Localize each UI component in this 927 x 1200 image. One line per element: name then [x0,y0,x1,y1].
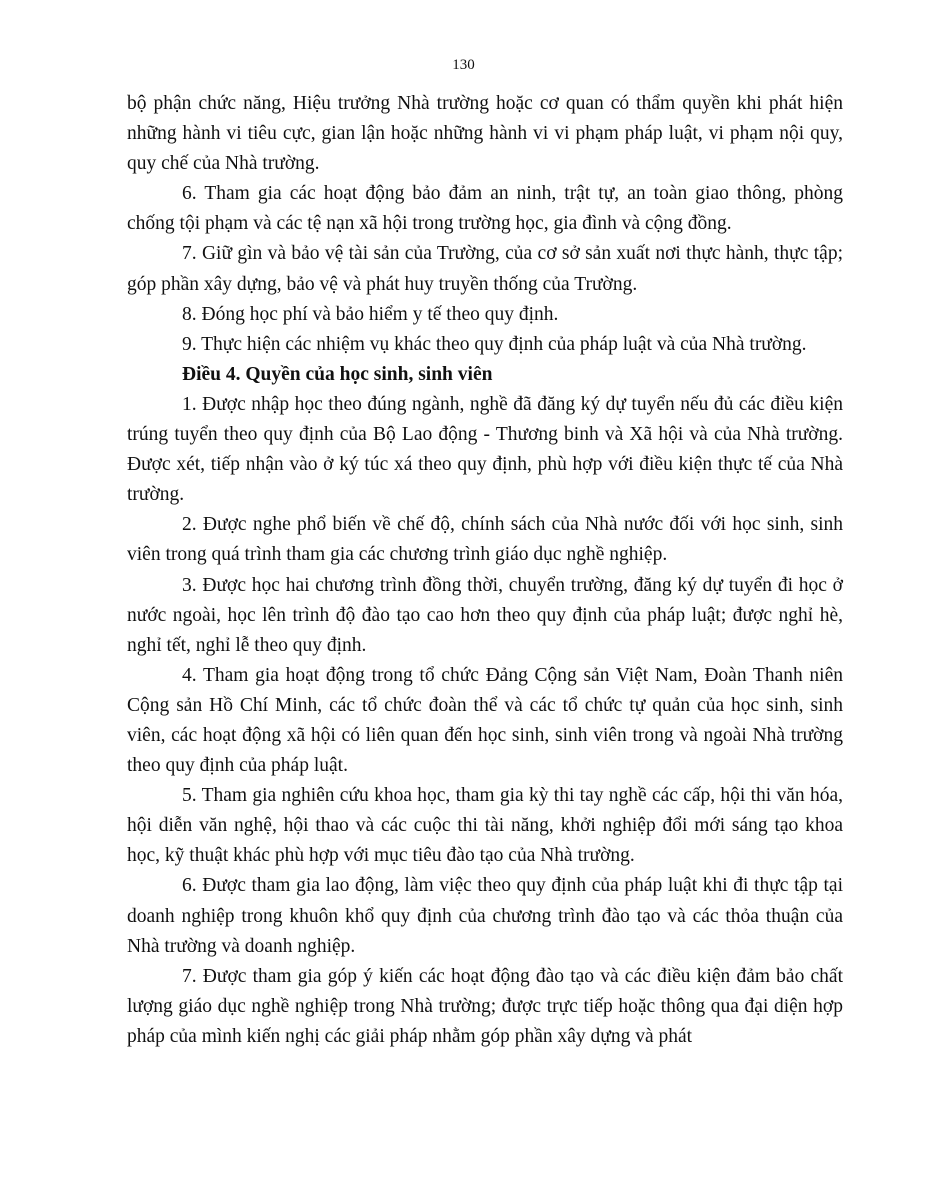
paragraph-right-7: 7. Được tham gia góp ý kiến các hoạt động đào tạo và các điều kiện đảm bảo chất lượng giáo dục nghề nghiệp trong Nhà trường; được trực tiếp hoặc thông qua đại diện hợp pháp của mình kiến nghị các giải pháp nhằm góp phần xây dựng và phát [127,965,843,1047]
paragraph-duty-6: 6. Tham gia các hoạt động bảo đảm an ninh, trật tự, an toàn giao thông, phòng chống tội phạm và các tệ nạn xã hội trong trường học, gia đình và cộng đồng. [127,183,843,235]
paragraph-continuation: bộ phận chức năng, Hiệu trưởng Nhà trường hoặc cơ quan có thẩm quyền khi phát hiện những hành vi tiêu cực, gian lận hoặc những hành vi vi phạm pháp luật, vi phạm nội quy, quy chế của Nhà trường. [127,93,843,175]
paragraph-right-4: 4. Tham gia hoạt động trong tổ chức Đảng Cộng sản Việt Nam, Đoàn Thanh niên Cộng sản Hồ Chí Minh, các tổ chức đoàn thể và các tổ chức tự quản của học sinh, sinh viên, các hoạt động xã hội có liên quan đến học sinh, sinh viên trong và ngoài Nhà trường theo quy định của pháp luật. [127,664,843,777]
paragraph-duty-7: 7. Giữ gìn và bảo vệ tài sản của Trường, của cơ sở sản xuất nơi thực hành, thực tập; góp phần xây dựng, bảo vệ và phát huy truyền thống của Trường. [127,243,843,295]
document-body [127,89,843,1052]
paragraph-right-2: 2. Được nghe phổ biến về chế độ, chính sách của Nhà nước đối với học sinh, sinh viên trong quá trình tham gia các chương trình giáo dục nghề nghiệp. [127,514,843,566]
paragraph-right-1: 1. Được nhập học theo đúng ngành, nghề đã đăng ký dự tuyển nếu đủ các điều kiện trúng tuyển theo quy định của Bộ Lao động - Thương binh và Xã hội và của Nhà trường. Được xét, tiếp nhận vào ở ký túc xá theo quy định, phù hợp với điều kiện thực tế của Nhà trường. [127,393,843,506]
paragraph-duty-8: 8. Đóng học phí và bảo hiểm y tế theo quy định. [182,303,559,325]
article-4-heading: Điều 4. Quyền của học sinh, sinh viên [182,363,493,385]
paragraph-right-6: 6. Được tham gia lao động, làm việc theo quy định của pháp luật khi đi thực tập tại doanh nghiệp trong khuôn khổ quy định của chương trình đào tạo và các thỏa thuận của Nhà trường và doanh nghiệp. [127,875,843,957]
paragraph-duty-9: 9. Thực hiện các nhiệm vụ khác theo quy định của pháp luật và của Nhà trường. [182,333,807,355]
paragraph-right-5: 5. Tham gia nghiên cứu khoa học, tham gia kỳ thi tay nghề các cấp, hội thi văn hóa, hội diễn văn nghệ, hội thao và các cuộc thi tài năng, khởi nghiệp đổi mới sáng tạo khoa học, kỹ thuật khác phù hợp với mục tiêu đào tạo của Nhà trường. [127,785,843,867]
page-number: 130 [452,57,475,73]
paragraph-right-3: 3. Được học hai chương trình đồng thời, chuyển trường, đăng ký dự tuyển đi học ở nước ngoài, học lên trình độ đào tạo cao hơn theo quy định của pháp luật; được nghỉ hè, nghỉ tết, nghỉ lễ theo quy định. [127,574,843,656]
